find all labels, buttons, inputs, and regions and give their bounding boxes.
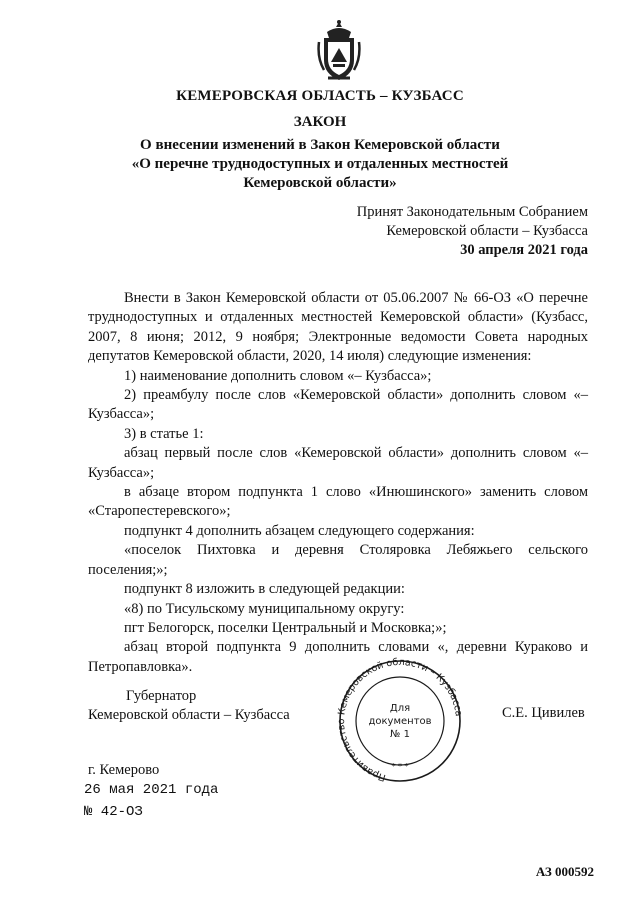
seal-stars: * * * xyxy=(391,762,409,771)
law-body xyxy=(88,289,588,677)
intro-paragraph: Внести в Закон Кемеровской области от 05.06.2007 № 66-ОЗ «О перечне труднодоступных и отдаленных местностей Кемеровской области» (Кузбасс, 2007, 8 июня; 2012, 9 ноября; Электронные ведомости Совета народных депутатов Кемеровской области, 2020, 14 июля) следующие изменения: xyxy=(88,290,588,365)
law-title-line: «О перечне труднодоступных и отдаленных местностей xyxy=(131,156,509,172)
adoption-block xyxy=(357,203,588,260)
region-heading: КЕМЕРОВСКАЯ ОБЛАСТЬ – КУЗБАСС xyxy=(176,88,464,104)
adoption-line: Кемеровской области – Кузбасса xyxy=(386,223,588,239)
amendment-item: абзац второй подпункта 9 дополнить словами «, деревни Кураково и Петропавловка». xyxy=(88,639,588,675)
law-title-line: О внесении изменений в Закон Кемеровской области xyxy=(140,137,500,153)
signatory-position: Губернатор xyxy=(126,688,197,704)
adoption-line: Принят Законодательным Собранием xyxy=(356,204,588,220)
official-seal xyxy=(330,655,470,785)
amendment-item: 2) преамбулу после слов «Кемеровской области» дополнить словом «– Кузбасса»; xyxy=(88,387,588,423)
document-type: ЗАКОН xyxy=(293,114,347,130)
law-title xyxy=(0,136,640,193)
law-number: № 42-ОЗ xyxy=(84,804,143,820)
seal-center-line: документов xyxy=(368,716,432,727)
seal-ring-text: Правительство Кемеровской области – Кузбасса xyxy=(336,656,464,783)
seal-center-line: Для xyxy=(389,703,411,714)
signatory-name: С.Е. Цивилев xyxy=(502,705,585,721)
amendment-item: подпункт 8 изложить в следующей редакции: xyxy=(124,581,405,598)
signing-date: 26 мая 2021 года xyxy=(84,782,219,798)
signing-city: г. Кемерово xyxy=(88,762,160,778)
amendment-item: подпункт 4 дополнить абзацем следующего содержания: xyxy=(124,522,475,539)
amendment-item: «8) по Тисульскому муниципальному округу: xyxy=(124,600,405,617)
law-title-line: Кемеровской области» xyxy=(243,175,397,191)
signatory-title xyxy=(88,687,290,725)
amendment-item: 1) наименование дополнить словом «– Кузбасса»; xyxy=(124,367,432,384)
amendment-item: 3) в статье 1: xyxy=(124,425,204,442)
seal-center-line: № 1 xyxy=(390,729,410,740)
signatory-region: Кемеровской области – Кузбасса xyxy=(88,707,290,723)
coat-of-arms-icon xyxy=(316,18,362,84)
amendment-item: абзац первый после слов «Кемеровской области» дополнить словом «– Кузбасса»; xyxy=(88,445,588,481)
form-serial-number: АЗ 000592 xyxy=(535,864,594,879)
amendment-item: в абзаце втором подпункта 1 слово «Инюшинского» заменить словом «Старопестеревского»; xyxy=(88,484,588,520)
adoption-date: 30 апреля 2021 года xyxy=(460,242,588,258)
amendment-item: пгт Белогорск, поселки Центральный и Московка;»; xyxy=(124,619,447,636)
amendment-item: «поселок Пихтовка и деревня Столяровка Лебяжьего сельского поселения;»; xyxy=(88,542,588,578)
